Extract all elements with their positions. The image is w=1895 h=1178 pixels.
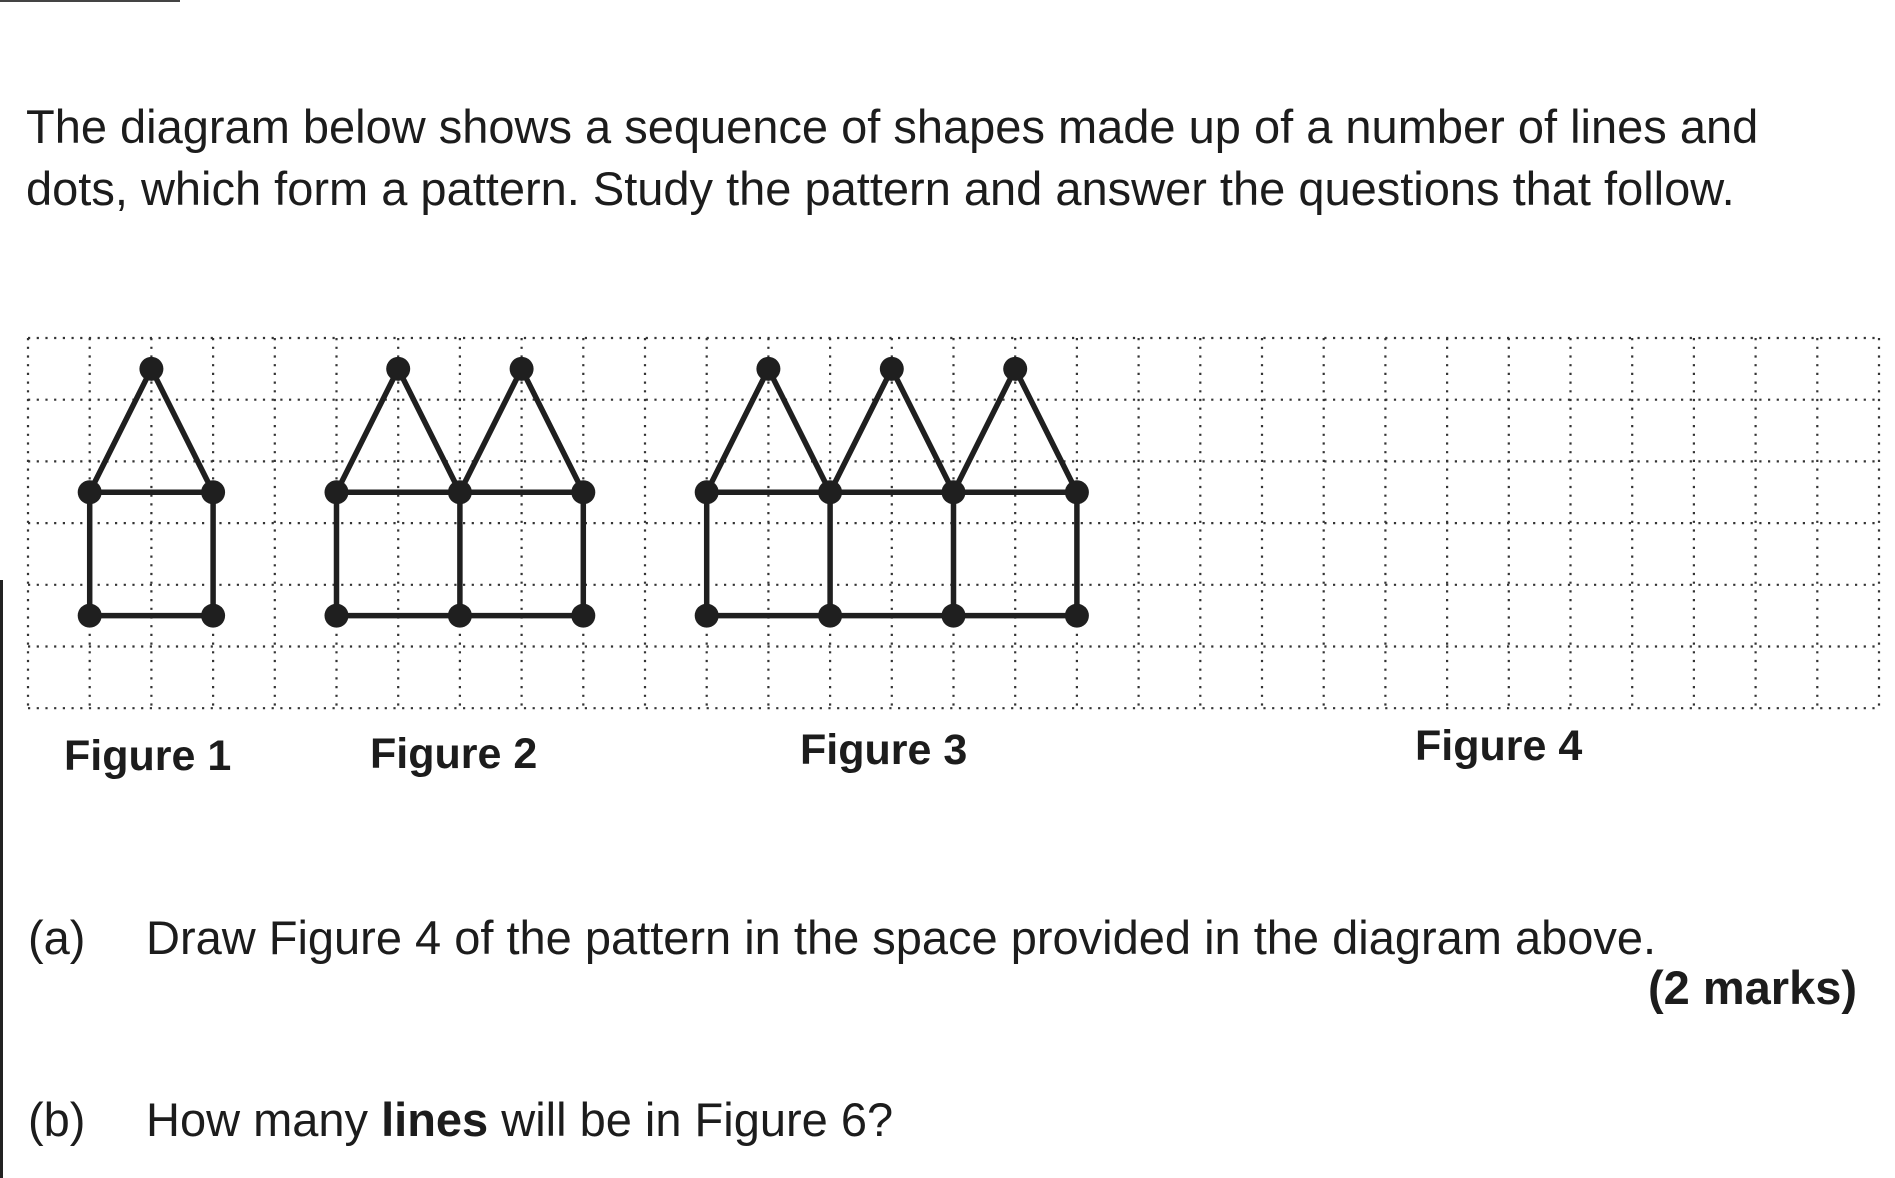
figure-dot — [386, 357, 410, 381]
question-a-letter: (a) — [28, 911, 86, 964]
figure-3-label: Figure 3 — [800, 726, 968, 774]
figure-line — [954, 369, 1016, 492]
figure-dot — [1003, 357, 1027, 381]
figure-2-label: Figure 2 — [370, 730, 538, 778]
figure-2-shape — [325, 357, 596, 628]
question-b-letter: (b) — [28, 1093, 86, 1146]
figure-3-shape — [695, 357, 1089, 628]
question-b — [28, 1092, 893, 1148]
figure-dot — [510, 357, 534, 381]
figure-line — [460, 369, 522, 492]
figure-line — [151, 369, 213, 492]
question-b-text-after: will be in Figure 6? — [488, 1093, 894, 1146]
figure-line — [768, 369, 830, 492]
question-b-text-before: How many — [146, 1093, 382, 1146]
figure-dot — [325, 604, 349, 628]
question-a-marks: (2 marks) — [1648, 961, 1857, 1014]
figure-dot — [942, 604, 966, 628]
figure-dot — [756, 357, 780, 381]
figure-dot — [571, 604, 595, 628]
figure-line — [398, 369, 460, 492]
figure-dot — [1065, 480, 1089, 504]
figure-1-shape — [78, 357, 225, 628]
figure-line — [892, 369, 954, 492]
figures-group — [78, 357, 1089, 628]
figure-dot — [695, 604, 719, 628]
figure-dot — [880, 357, 904, 381]
figure-dot — [201, 604, 225, 628]
figure-dot — [78, 604, 102, 628]
figure-dot — [325, 480, 349, 504]
figure-line — [90, 369, 152, 492]
figure-line — [522, 369, 584, 492]
figure-dot — [695, 480, 719, 504]
figure-dot — [448, 604, 472, 628]
figure-dot — [571, 480, 595, 504]
intro-text: The diagram below shows a sequence of shapes made up of a number of lines and dots, which form a pattern. Study the pattern and answer the questions that follow. — [26, 100, 1759, 215]
question-a — [28, 910, 1656, 966]
figure-1-label: Figure 1 — [64, 732, 232, 780]
figure-dot — [201, 480, 225, 504]
question-a-text: Draw Figure 4 of the pattern in the space provided in the diagram above. — [146, 911, 1657, 964]
figure-line — [830, 369, 892, 492]
figure-dot — [78, 480, 102, 504]
figure-line — [707, 369, 769, 492]
figure-dot — [139, 357, 163, 381]
figure-dot — [818, 480, 842, 504]
figure-dot — [818, 604, 842, 628]
figure-dot — [1065, 604, 1089, 628]
figure-dot — [942, 480, 966, 504]
question-b-bold-word: lines — [381, 1093, 489, 1146]
figure-line — [1015, 369, 1077, 492]
figure-line — [337, 369, 399, 492]
figure-4-label: Figure 4 — [1415, 722, 1583, 770]
figure-dot — [448, 480, 472, 504]
